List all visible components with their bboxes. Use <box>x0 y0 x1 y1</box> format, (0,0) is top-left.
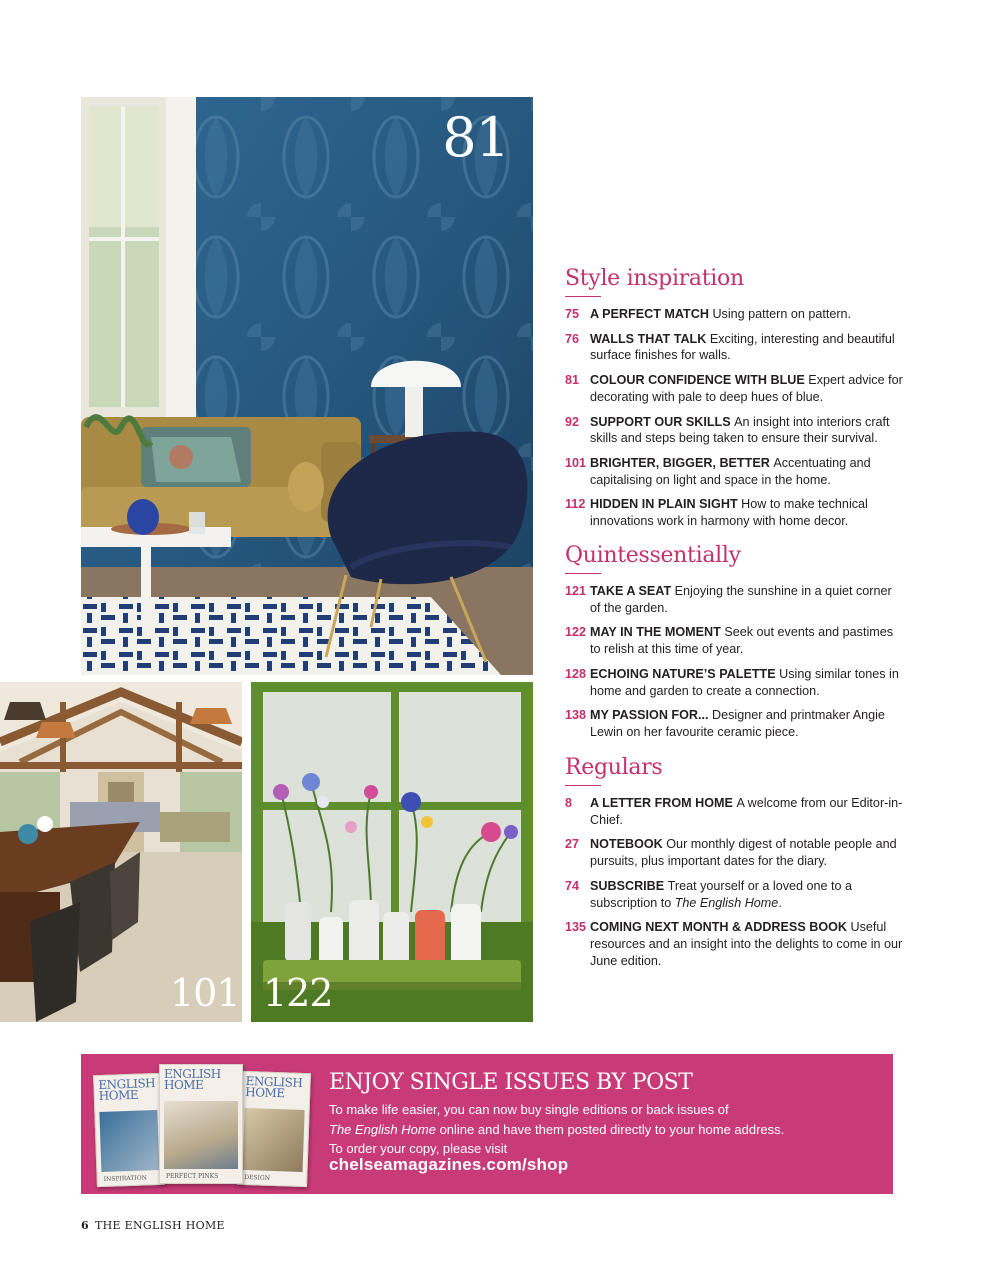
toc-headline: HIDDEN IN PLAIN SIGHT <box>590 497 742 512</box>
toc-entry[interactable] <box>565 583 905 616</box>
toc-page-number: 75 <box>565 307 580 321</box>
single-issues-banner[interactable] <box>81 1054 893 1194</box>
section-title: Regulars <box>565 757 905 786</box>
cover-masthead: ENGLISH HOME <box>98 1076 156 1104</box>
toc-headline: MY PASSION FOR... <box>590 708 712 723</box>
toc-description: Using similar tones in home and garden to create a connection. <box>590 666 899 698</box>
toc-headline: COLOUR CONFIDENCE WITH BLUE <box>590 373 809 388</box>
toc-entry[interactable] <box>565 919 905 969</box>
toc-headline: A PERFECT MATCH <box>590 307 713 321</box>
toc-headline: SUPPORT OUR SKILLS <box>590 414 735 429</box>
section-regulars <box>565 757 905 977</box>
toc-description: Expert advice for decorating with pale to deep hues of blue. <box>590 373 903 404</box>
toc-entry[interactable] <box>565 624 905 657</box>
toc-entry[interactable] <box>565 372 905 405</box>
toc-description: Exciting, interesting and beautiful surface finishes for walls. <box>590 331 895 363</box>
footer-publication: THE ENGLISH HOME <box>94 1219 225 1232</box>
section-title: Style inspiration <box>565 268 905 297</box>
toc-description: An insight into interiors craft skills and steps being taken to ensure their survival. <box>590 414 890 446</box>
toc-headline: MAY IN THE MOMENT <box>590 625 725 640</box>
toc-page-number: 112 <box>565 497 586 512</box>
shop-link[interactable]: chelseamagazines.com/shop <box>329 1155 569 1174</box>
toc-description: A welcome from our Editor-in-Chief. <box>590 796 903 827</box>
toc-page-number: 92 <box>565 414 580 429</box>
toc-entry[interactable] <box>565 306 905 323</box>
toc-entry[interactable] <box>565 331 905 364</box>
toc-page-number: 101 <box>565 455 587 470</box>
toc-headline: ECHOING NATURE’S PALETTE <box>590 666 780 681</box>
page-ref-101: 101 <box>170 971 240 1015</box>
magazine-cover <box>237 1071 311 1187</box>
cover-masthead: ENGLISH HOME <box>164 1067 221 1092</box>
magazine-cover <box>93 1073 165 1187</box>
cover-strap: INSPIRATION <box>103 1174 148 1183</box>
cover-photo <box>243 1108 305 1172</box>
toc-entry[interactable] <box>565 414 905 447</box>
toc-description: Useful resources and an insight into the delights to come in our June edition. <box>590 920 903 968</box>
banner-line <box>329 1120 869 1140</box>
page-ref-81: 81 <box>442 106 509 169</box>
toc-description-end: . <box>778 895 782 910</box>
toc-page-number: 27 <box>565 837 580 852</box>
toc-description: Accentuating and capitalising on light and space in the home. <box>590 455 871 487</box>
magazine-covers <box>91 1062 321 1190</box>
banner-magazine-title: The English Home <box>329 1121 436 1137</box>
toc-page-number: 135 <box>565 920 587 935</box>
page-footer <box>81 1219 225 1232</box>
toc-page-number: 121 <box>565 584 587 598</box>
section-style-inspiration <box>565 268 905 538</box>
banner-line-rest: online and have them posted directly to your home address. <box>435 1121 785 1137</box>
photo-beamed-kitchen <box>0 682 242 1022</box>
toc-headline: NOTEBOOK <box>590 837 667 852</box>
toc-description: Designer and printmaker Angie Lewin on her favourite ceramic piece. <box>590 708 885 739</box>
toc-entry[interactable] <box>565 707 905 740</box>
page-ref-122: 122 <box>263 971 333 1015</box>
banner-title: ENJOY SINGLE ISSUES BY POST <box>329 1070 693 1095</box>
toc-headline: WALLS THAT TALK <box>590 331 710 346</box>
toc-page-number: 74 <box>565 878 580 893</box>
toc-description: Using pattern on pattern. <box>712 307 852 321</box>
toc-headline: COMING NEXT MONTH & ADDRESS BOOK <box>590 920 851 935</box>
toc-entry[interactable] <box>565 795 905 828</box>
toc-entry[interactable] <box>565 666 905 699</box>
toc-headline: TAKE A SEAT <box>590 584 675 598</box>
toc-description: Our monthly digest of notable people and pursuits, plus important dates for the diary. <box>590 837 897 869</box>
section-title: Quintessentially <box>565 545 905 574</box>
cover-strap: PERFECT PINKS <box>166 1173 219 1180</box>
toc-entry[interactable] <box>565 878 905 911</box>
photo-blue-living-room <box>81 97 533 675</box>
photo-flower-bottles <box>251 682 533 1022</box>
toc-headline: BRIGHTER, BIGGER, BETTER <box>590 455 774 470</box>
toc-description: How to make technical innovations work in harmony with home decor. <box>590 497 868 529</box>
toc-page-number: 76 <box>565 331 580 346</box>
toc-headline: A LETTER FROM HOME <box>590 796 737 810</box>
section-quintessentially <box>565 545 905 749</box>
toc-page-number: 81 <box>565 373 580 388</box>
toc-page-number: 8 <box>565 796 573 810</box>
banner-line: To order your copy, please visit <box>329 1141 508 1156</box>
cover-masthead: ENGLISH HOME <box>245 1073 303 1101</box>
toc-page-number: 128 <box>565 666 587 681</box>
toc-entry[interactable] <box>565 496 905 529</box>
toc-description: Seek out events and pastimes to relish at this time of year. <box>590 625 894 657</box>
cover-photo <box>164 1101 238 1169</box>
magazine-cover <box>159 1064 243 1184</box>
toc-page-number: 122 <box>565 625 587 640</box>
toc-entry[interactable] <box>565 836 905 869</box>
cover-strap: DESIGN <box>244 1173 271 1182</box>
toc-description: Treat yourself or a loved one to a subscription to <box>590 878 853 910</box>
banner-line: To make life easier, you can now buy single editions or back issues of <box>329 1102 729 1117</box>
toc-headline: SUBSCRIBE <box>590 878 668 893</box>
banner-body <box>329 1100 869 1159</box>
cover-photo <box>99 1110 159 1172</box>
toc-entry[interactable] <box>565 455 905 488</box>
footer-page-number: 6 <box>81 1219 89 1232</box>
toc-description-title: The English Home <box>674 895 779 910</box>
toc-description: Enjoying the sunshine in a quiet corner of the garden. <box>590 584 892 615</box>
toc-page-number: 138 <box>565 708 587 723</box>
blue-room-illustration <box>81 97 533 675</box>
